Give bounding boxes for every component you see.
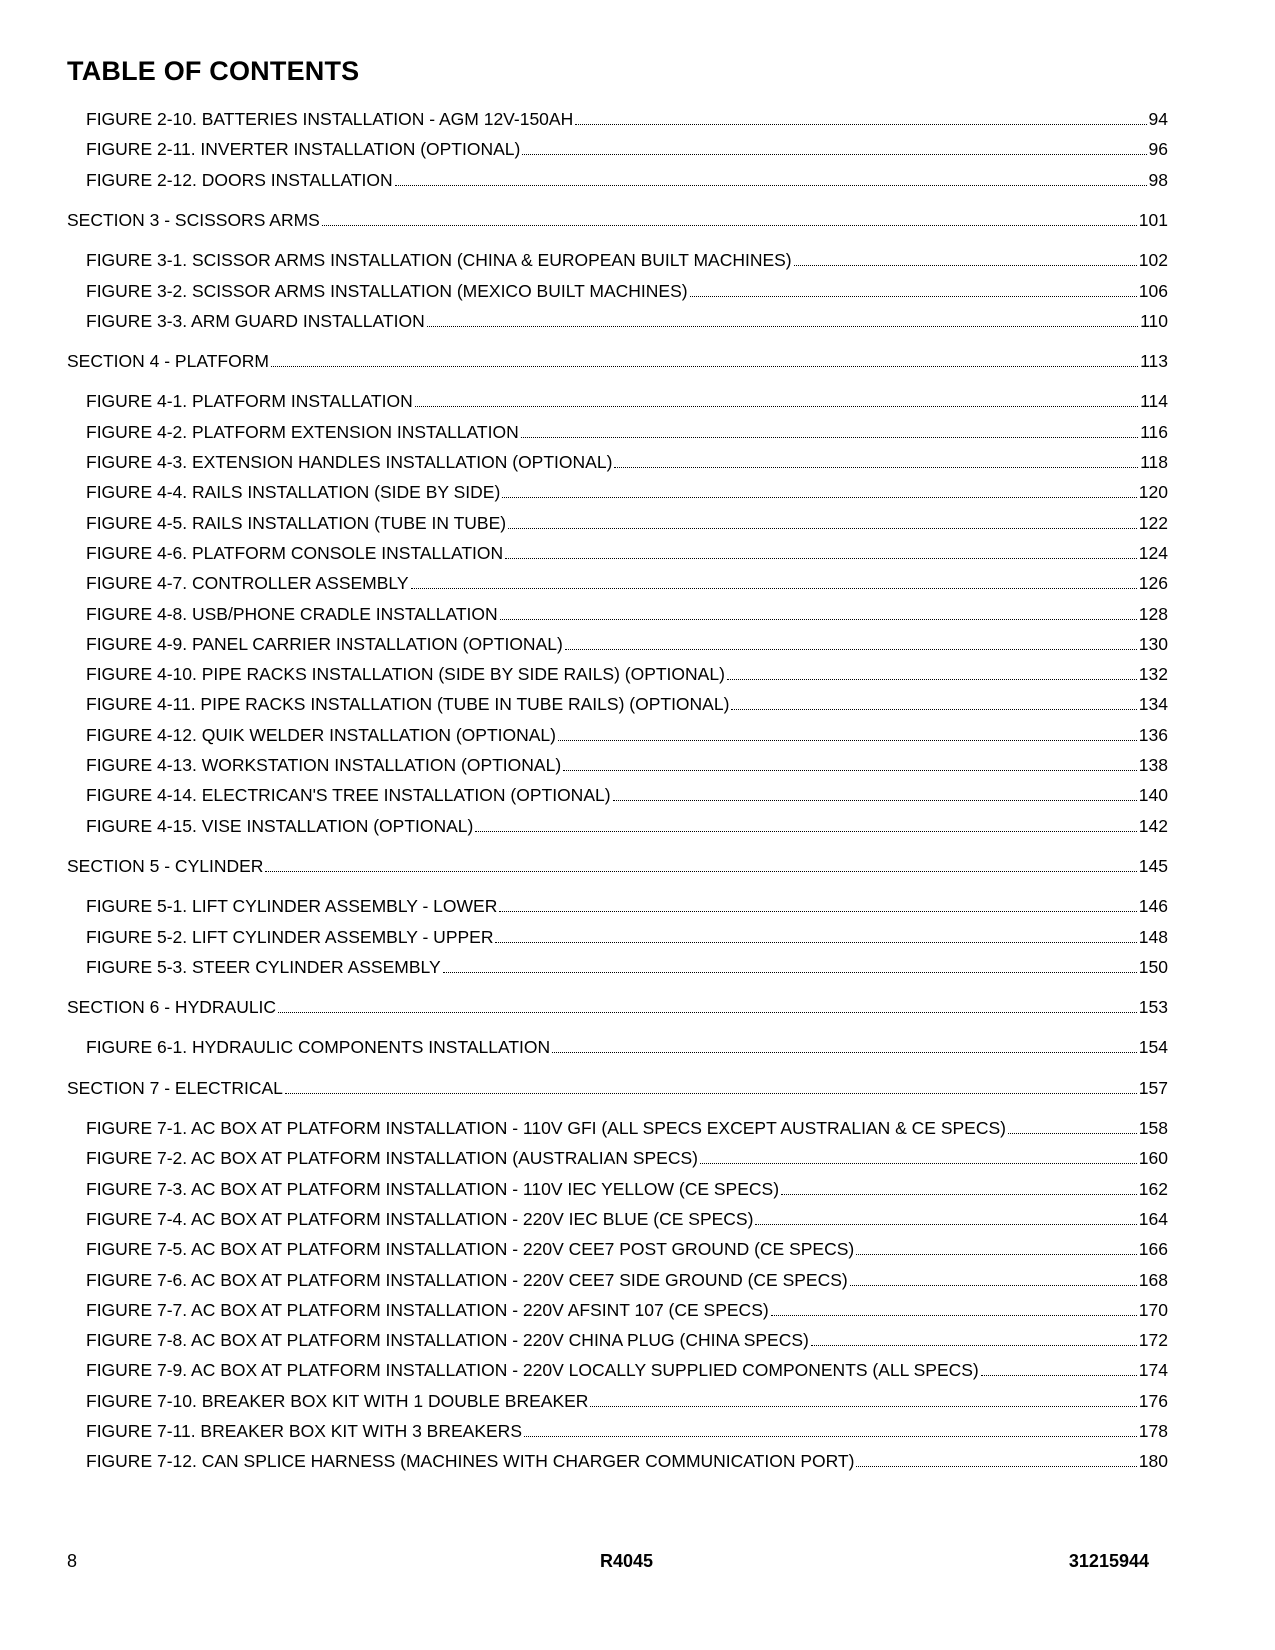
- toc-entry-page: 101: [1138, 209, 1168, 230]
- toc-entry-label: FIGURE 4-4. RAILS INSTALLATION (SIDE BY SIDE): [86, 482, 501, 503]
- toc-figure-entry[interactable]: [86, 693, 1168, 715]
- toc-entry-label: FIGURE 4-14. ELECTRICAN'S TREE INSTALLATION (OPTIONAL): [86, 785, 611, 806]
- toc-figure-entry[interactable]: [86, 1117, 1168, 1139]
- toc-entry-label: FIGURE 4-2. PLATFORM EXTENSION INSTALLATION: [86, 421, 519, 442]
- toc-entry-page: 180: [1138, 1451, 1168, 1472]
- toc-dot-leader: [522, 154, 1146, 155]
- toc-entry-page: 174: [1138, 1360, 1168, 1381]
- toc-entry-page: 153: [1138, 997, 1168, 1018]
- toc-entry-page: 116: [1140, 421, 1168, 442]
- toc-entry-label: SECTION 7 - ELECTRICAL: [67, 1077, 283, 1098]
- toc-entry-label: SECTION 3 - SCISSORS ARMS: [67, 209, 320, 230]
- toc-entry-page: 157: [1138, 1077, 1168, 1098]
- toc-figure-entry[interactable]: [86, 926, 1168, 948]
- toc-figure-entry[interactable]: [86, 310, 1168, 332]
- toc-dot-leader: [271, 366, 1138, 367]
- footer-page-number: 8: [67, 1551, 78, 1571]
- toc-entry-label: SECTION 6 - HYDRAULIC: [67, 997, 277, 1018]
- toc-dot-leader: [558, 740, 1137, 741]
- toc-figure-entry[interactable]: [86, 1299, 1168, 1321]
- toc-dot-leader: [981, 1375, 1137, 1376]
- toc-entry-page: 126: [1138, 573, 1168, 594]
- toc-entry-label: FIGURE 4-15. VISE INSTALLATION (OPTIONAL): [86, 815, 474, 836]
- toc-figure-entry[interactable]: [86, 280, 1168, 302]
- toc-entry-label: SECTION 5 - CYLINDER: [67, 855, 264, 876]
- toc-figure-entry[interactable]: [86, 1390, 1168, 1412]
- footer-model: R4045: [600, 1551, 654, 1571]
- toc-entry-page: 130: [1138, 633, 1168, 654]
- toc-entry-label: FIGURE 2-12. DOORS INSTALLATION: [86, 169, 393, 190]
- toc-dot-leader: [590, 1406, 1136, 1407]
- toc-section-entry[interactable]: [67, 855, 1168, 877]
- toc-entry-label: FIGURE 7-10. BREAKER BOX KIT WITH 1 DOUBLE BREAKER: [86, 1390, 589, 1411]
- toc-dot-leader: [850, 1285, 1137, 1286]
- toc-figure-entry[interactable]: [86, 1036, 1168, 1058]
- toc-figure-entry[interactable]: [86, 1147, 1168, 1169]
- toc-entry-page: 170: [1138, 1299, 1168, 1320]
- toc-entry-page: 106: [1138, 280, 1168, 301]
- toc-entry-page: 122: [1138, 512, 1168, 533]
- toc-entry-page: 138: [1138, 755, 1168, 775]
- toc-entry-page: 134: [1138, 694, 1168, 715]
- toc-dot-leader: [552, 1052, 1137, 1053]
- toc-dot-leader: [690, 296, 1137, 297]
- toc-entry-page: 118: [1140, 452, 1168, 472]
- toc-entry-page: 110: [1140, 310, 1168, 331]
- toc-entry-label: FIGURE 4-3. EXTENSION HANDLES INSTALLATION (OPTIONAL): [86, 452, 613, 472]
- toc-section-entry[interactable]: [67, 1077, 1168, 1099]
- toc-figure-entry[interactable]: [86, 421, 1168, 443]
- toc-entry-label: FIGURE 5-1. LIFT CYLINDER ASSEMBLY - LOWER: [86, 896, 498, 917]
- toc-dot-leader: [415, 406, 1138, 407]
- toc-entry-label: FIGURE 2-10. BATTERIES INSTALLATION - AGM 12V-150AH: [86, 109, 574, 129]
- toc-figure-entry[interactable]: [86, 169, 1168, 191]
- toc-dot-leader: [771, 1315, 1137, 1316]
- toc-entry-label: FIGURE 3-2. SCISSOR ARMS INSTALLATION (MEXICO BUILT MACHINES): [86, 280, 688, 301]
- toc-entry-page: 176: [1138, 1390, 1168, 1411]
- toc-section-entry[interactable]: [67, 996, 1168, 1018]
- toc-entry-page: 94: [1148, 109, 1168, 129]
- toc-entry-page: 120: [1138, 482, 1168, 503]
- toc-entry-page: 168: [1138, 1269, 1168, 1290]
- toc-entry-label: FIGURE 4-10. PIPE RACKS INSTALLATION (SIDE BY SIDE RAILS) (OPTIONAL): [86, 664, 725, 685]
- toc-dot-leader: [781, 1194, 1137, 1195]
- toc-dot-leader: [278, 1012, 1137, 1013]
- toc-figure-entry[interactable]: [86, 1329, 1168, 1351]
- toc-dot-leader: [505, 558, 1137, 559]
- toc-figure-entry[interactable]: [86, 1208, 1168, 1230]
- toc-dot-leader: [427, 326, 1138, 327]
- toc-figure-entry[interactable]: [86, 815, 1168, 837]
- toc-figure-entry[interactable]: [86, 603, 1168, 625]
- toc-dot-leader: [731, 709, 1136, 710]
- toc-dot-leader: [856, 1254, 1137, 1255]
- toc-entry-label: FIGURE 7-1. AC BOX AT PLATFORM INSTALLATION - 110V GFI (ALL SPECS EXCEPT AUSTRALIAN & CE SPECS): [86, 1118, 1006, 1138]
- toc-entry-label: FIGURE 5-2. LIFT CYLINDER ASSEMBLY - UPPER: [86, 926, 494, 947]
- toc-entry-page: 154: [1138, 1037, 1168, 1058]
- toc-dot-leader: [856, 1466, 1136, 1467]
- toc-entry-page: 132: [1138, 664, 1168, 685]
- toc-entry-page: 178: [1138, 1421, 1168, 1441]
- toc-section-entry[interactable]: [67, 209, 1168, 231]
- toc-entry-page: 162: [1138, 1178, 1168, 1199]
- toc-dot-leader: [614, 467, 1138, 468]
- toc-entry-label: FIGURE 6-1. HYDRAULIC COMPONENTS INSTALLATION: [86, 1037, 551, 1058]
- toc-figure-entry[interactable]: [86, 956, 1168, 978]
- toc-dot-leader: [1008, 1133, 1137, 1134]
- toc-dot-leader: [285, 1093, 1137, 1094]
- toc-entry-label: FIGURE 7-9. AC BOX AT PLATFORM INSTALLATION - 220V LOCALLY SUPPLIED COMPONENTS (ALL SPECS): [86, 1360, 979, 1381]
- toc-entry-label: FIGURE 4-11. PIPE RACKS INSTALLATION (TUBE IN TUBE RAILS) (OPTIONAL): [86, 694, 730, 715]
- toc-entry-page: 172: [1138, 1330, 1168, 1351]
- toc-entry-label: FIGURE 4-6. PLATFORM CONSOLE INSTALLATION: [86, 542, 504, 563]
- toc-entry-page: 124: [1138, 542, 1168, 563]
- toc-dot-leader: [794, 265, 1137, 266]
- toc-entry-label: FIGURE 3-1. SCISSOR ARMS INSTALLATION (CHINA & EUROPEAN BUILT MACHINES): [86, 250, 792, 271]
- toc-entry-page: 166: [1138, 1239, 1168, 1260]
- toc-entry-page: 142: [1138, 815, 1168, 836]
- toc-entry-page: 158: [1138, 1118, 1168, 1138]
- toc-entry-label: FIGURE 7-3. AC BOX AT PLATFORM INSTALLATION - 110V IEC YELLOW (CE SPECS): [86, 1178, 780, 1199]
- toc-figure-entry[interactable]: [86, 1450, 1168, 1472]
- toc-dot-leader: [613, 800, 1137, 801]
- toc-figure-entry[interactable]: [86, 572, 1168, 594]
- toc-entry-page: 114: [1140, 391, 1168, 412]
- toc-figure-entry[interactable]: [86, 663, 1168, 685]
- toc-entry-label: FIGURE 7-12. CAN SPLICE HARNESS (MACHINES WITH CHARGER COMMUNICATION PORT): [86, 1451, 855, 1472]
- toc-entry-label: FIGURE 2-11. INVERTER INSTALLATION (OPTIONAL): [86, 139, 521, 160]
- toc-entry-label: FIGURE 7-5. AC BOX AT PLATFORM INSTALLATION - 220V CEE7 POST GROUND (CE SPECS): [86, 1239, 855, 1260]
- toc-figure-entry[interactable]: [86, 1269, 1168, 1291]
- toc-section-entry[interactable]: [67, 350, 1168, 372]
- toc-figure-entry[interactable]: [86, 633, 1168, 655]
- toc-dot-leader: [811, 1345, 1137, 1346]
- toc-entry-page: 164: [1138, 1208, 1168, 1229]
- toc-entry-page: 102: [1138, 250, 1168, 271]
- toc-dot-leader: [502, 497, 1137, 498]
- toc-entry-page: 136: [1138, 724, 1168, 745]
- toc-entry-page: 160: [1138, 1148, 1168, 1169]
- toc-dot-leader: [524, 1436, 1137, 1437]
- toc-entry-page: 148: [1138, 926, 1168, 947]
- toc-entry-page: 140: [1138, 785, 1168, 806]
- toc-entry-label: FIGURE 7-8. AC BOX AT PLATFORM INSTALLATION - 220V CHINA PLUG (CHINA SPECS): [86, 1330, 809, 1351]
- toc-dot-leader: [565, 649, 1137, 650]
- toc-figure-entry[interactable]: [86, 542, 1168, 564]
- page-title: TABLE OF CONTENTS: [67, 56, 360, 86]
- toc-entry-label: FIGURE 7-2. AC BOX AT PLATFORM INSTALLATION (AUSTRALIAN SPECS): [86, 1148, 698, 1169]
- toc-figure-entry[interactable]: [86, 249, 1168, 271]
- toc-entry-label: FIGURE 4-9. PANEL CARRIER INSTALLATION (OPTIONAL): [86, 633, 563, 654]
- toc-figure-entry[interactable]: [86, 1238, 1168, 1260]
- toc-figure-entry[interactable]: [86, 390, 1168, 412]
- toc-entry-page: 128: [1138, 603, 1168, 624]
- toc-entry-page: 96: [1148, 139, 1168, 160]
- toc-entry-label: FIGURE 3-3. ARM GUARD INSTALLATION: [86, 310, 425, 331]
- toc-entry-label: FIGURE 4-13. WORKSTATION INSTALLATION (OPTIONAL): [86, 755, 562, 775]
- toc-figure-entry[interactable]: [86, 895, 1168, 917]
- toc-entry-label: FIGURE 7-6. AC BOX AT PLATFORM INSTALLATION - 220V CEE7 SIDE GROUND (CE SPECS): [86, 1269, 848, 1290]
- toc-figure-entry[interactable]: [86, 754, 1168, 776]
- toc-entry-page: 113: [1140, 351, 1168, 372]
- toc-entry-label: FIGURE 7-11. BREAKER BOX KIT WITH 3 BREAKERS: [86, 1421, 522, 1441]
- toc-dot-leader: [575, 124, 1146, 125]
- toc-dot-leader: [443, 972, 1137, 973]
- toc-figure-entry[interactable]: [86, 138, 1168, 160]
- toc-figure-entry[interactable]: [86, 1359, 1168, 1381]
- toc-figure-entry[interactable]: [86, 108, 1168, 130]
- toc-entry-label: FIGURE 7-4. AC BOX AT PLATFORM INSTALLATION - 220V IEC BLUE (CE SPECS): [86, 1208, 754, 1229]
- toc-dot-leader: [508, 528, 1137, 529]
- toc-dot-leader: [521, 437, 1138, 438]
- toc-dot-leader: [395, 185, 1147, 186]
- toc-entry-label: FIGURE 4-5. RAILS INSTALLATION (TUBE IN TUBE): [86, 512, 507, 533]
- toc-entry-label: FIGURE 4-8. USB/PHONE CRADLE INSTALLATION: [86, 603, 498, 624]
- toc-entry-label: FIGURE 7-7. AC BOX AT PLATFORM INSTALLATION - 220V AFSINT 107 (CE SPECS): [86, 1299, 769, 1320]
- toc-entry-label: FIGURE 4-7. CONTROLLER ASSEMBLY: [86, 573, 409, 594]
- toc-entry-page: 150: [1138, 956, 1168, 977]
- toc-entry-page: 146: [1138, 896, 1168, 917]
- toc-figure-entry[interactable]: [86, 724, 1168, 746]
- toc-dot-leader: [755, 1224, 1136, 1225]
- toc-dot-leader: [322, 225, 1137, 226]
- toc-dot-leader: [475, 831, 1136, 832]
- toc-dot-leader: [700, 1163, 1137, 1164]
- toc-dot-leader: [727, 679, 1137, 680]
- toc-figure-entry[interactable]: [86, 451, 1168, 473]
- toc-figure-entry[interactable]: [86, 512, 1168, 534]
- footer-doc-code: 31215944: [1068, 1551, 1149, 1571]
- toc-dot-leader: [495, 942, 1136, 943]
- toc-dot-leader: [499, 911, 1136, 912]
- toc-entry-label: SECTION 4 - PLATFORM: [67, 351, 269, 372]
- toc-entry-label: FIGURE 4-1. PLATFORM INSTALLATION: [86, 391, 413, 412]
- toc-entry-page: 98: [1148, 169, 1168, 190]
- toc-figure-entry[interactable]: [86, 1178, 1168, 1200]
- toc-dot-leader: [500, 619, 1137, 620]
- toc-entry-label: FIGURE 4-12. QUIK WELDER INSTALLATION (OPTIONAL): [86, 724, 556, 745]
- toc-figure-entry[interactable]: [86, 481, 1168, 503]
- toc-entry-page: 145: [1138, 855, 1168, 876]
- toc-figure-entry[interactable]: [86, 784, 1168, 806]
- toc-dot-leader: [563, 770, 1137, 771]
- toc-figure-entry[interactable]: [86, 1420, 1168, 1442]
- toc-entry-label: FIGURE 5-3. STEER CYLINDER ASSEMBLY: [86, 956, 441, 977]
- toc-dot-leader: [411, 588, 1137, 589]
- toc-dot-leader: [265, 871, 1136, 872]
